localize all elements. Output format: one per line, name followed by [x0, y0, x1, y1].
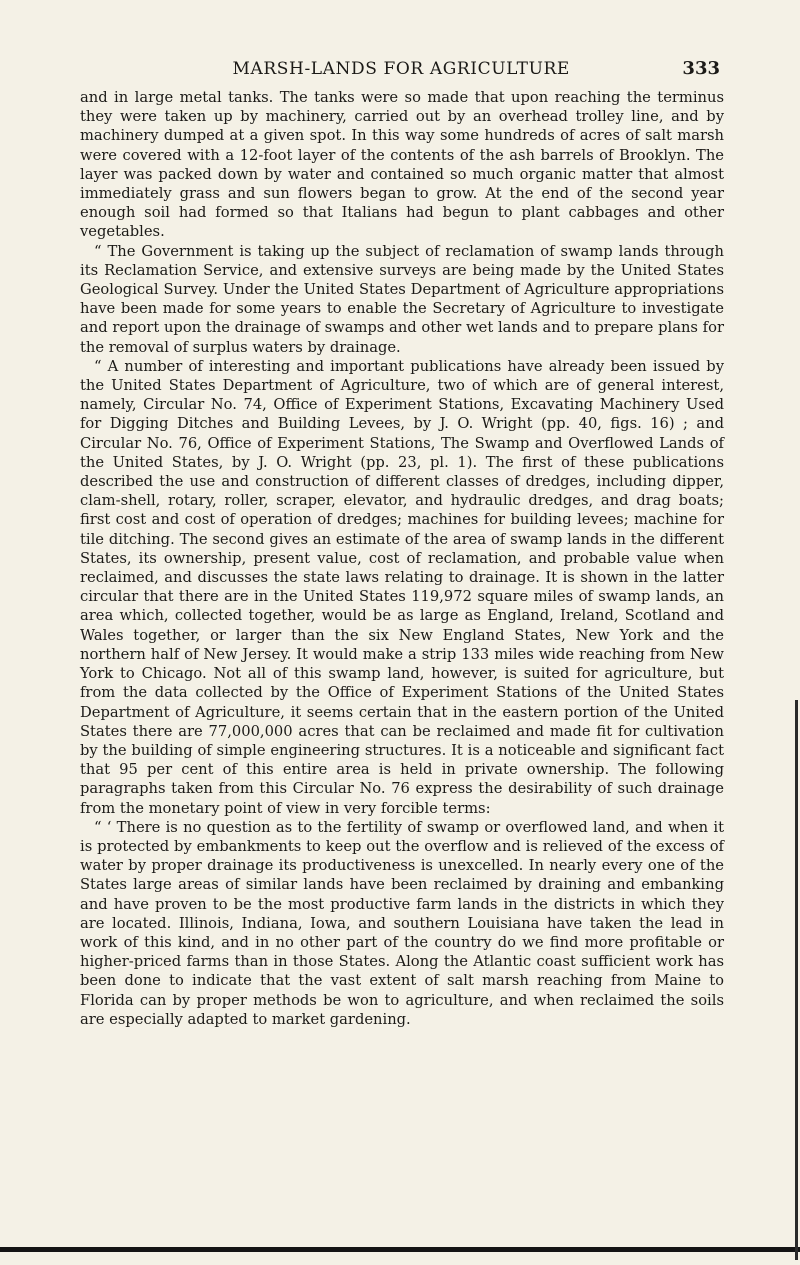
scan-edge-bottom [0, 1247, 800, 1252]
paragraph-2: “ The Government is taking up the subject of reclamation of swamp lands through its Reclamation Service, and extensive surveys are being made by the United States Geological Survey. Under the United States Department of Agriculture appropriations have been made for some years to enable the Secretary of Agriculture to investigate and report upon the drainage of swamps and other wet lands and to prepare plans for the removal of surplus waters by drainage. [80, 242, 724, 356]
page-number: 333 [682, 58, 720, 79]
paragraph-3: “ A number of interesting and important publications have already been issued by the United States Department of Agriculture, two of which are of general interest, namely, Circular No. 74, Office of Experiment Stations, Excavating Machinery Used for Digging Ditches and Building Levees, by J. O. Wright (pp. 40, figs. 16) ; and Circular No. 76, Office of Experiment Stations, The Swamp and Overflowed Lands of the United States, by J. O. Wright (pp. 23, pl. 1). The first of these publications described the use and construction of different classes of dredges, including dipper, clam-shell, rotary, roller, scraper, elevator, and hydraulic dredges, and drag boats; first cost and cost of operation of dredges; machines for building levees; machine for tile ditching. The second gives an estimate of the area of swamp lands in the different States, its ownership, present value, cost of reclamation, and probable value when reclaimed, and discusses the state laws relating to drainage. It is shown in the latter circular that there are in the United States 119,972 square miles of swamp lands, an area which, collected together, would be as large as England, Ireland, Scotland and Wales together, or larger than the six New England States, New York and the northern half of New Jersey. It would make a strip 133 miles wide reaching from New York to Chicago. Not all of this swamp land, however, is suited for agriculture, but from the data collected by the Office of Experiment Stations of the United States Department of Agriculture, it seems certain that in the eastern portion of the United States there are 77,000,000 acres that can be reclaimed and made fit for cultivation by the building of simple engineering structures. It is a noticeable and significant fact that 95 per cent of this entire area is held in private ownership. The following paragraphs taken from this Circular No. 76 express the desirability of such drainage from the monetary point of view in very forcible terms: [80, 357, 724, 817]
running-head: MARSH-LANDS FOR AGRICULTURE [232, 59, 570, 79]
body-text [80, 88, 724, 1029]
paragraph-1: and in large metal tanks. The tanks were so made that upon reaching the terminus they were taken up by machinery, carried out by an overhead trolley line, and by machinery dumped at a given spot. In this way some hundreds of acres of salt marsh were covered with a 12-foot layer of the contents of the ash barrels of Brooklyn. The layer was packed down by water and contained so much organic matter that almost immediately grass and sun flowers began to grow. At the end of the second year enough soil had formed so that Italians had begun to plant cabbages and other vegetables. [80, 89, 724, 241]
page-header [80, 58, 720, 79]
scan-edge-right [795, 700, 798, 1260]
paragraph-4: “ ‘ There is no question as to the fertility of swamp or overflowed land, and when it is protected by embankments to keep out the overflow and is relieved of the excess of water by proper drainage its productiveness is unexcelled. In nearly every one of the States large areas of similar lands have been reclaimed by draining and embanking and have proven to be the most productive farm lands in the districts in which they are located. Illinois, Indiana, Iowa, and southern Louisiana have taken the lead in work of this kind, and in no other part of the country do we find more profitable or higher-priced farms than in those States. Along the Atlantic coast sufficient work has been done to indicate that the vast extent of salt marsh reaching from Maine to Florida can by proper methods be won to agriculture, and when reclaimed the soils are especially adapted to market gardening. [80, 818, 724, 1028]
